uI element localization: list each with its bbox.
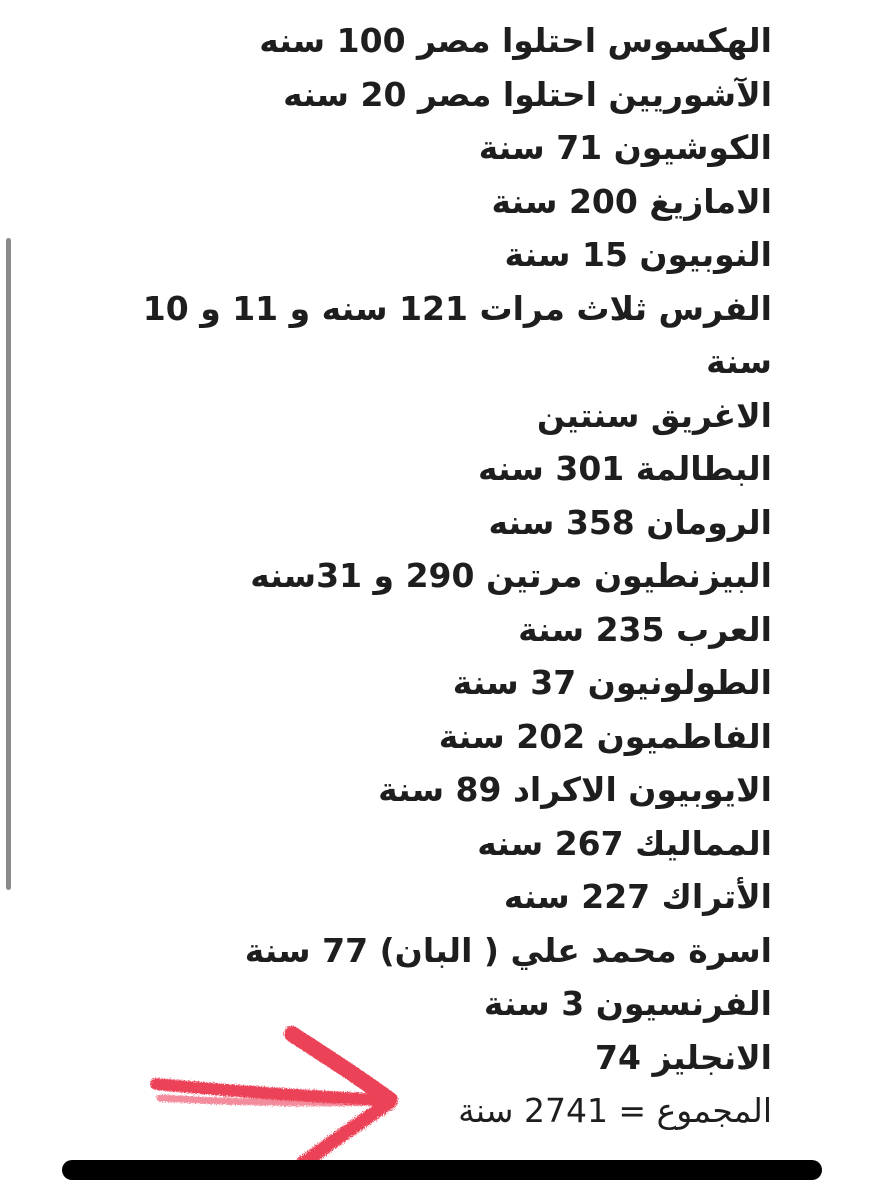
note-line: الأتراك 227 سنه — [503, 877, 772, 916]
total-line: المجموع = 2741 سنة — [458, 1091, 772, 1130]
home-indicator[interactable] — [62, 1160, 822, 1180]
note-line: اسرة محمد علي ( البان) 77 سنة — [244, 930, 772, 970]
note-line: الايوبيون الاكراد 89 سنة — [378, 770, 772, 809]
note-line: الطولونيون 37 سنة — [452, 663, 772, 702]
note-line: الفاطميون 202 سنة — [438, 716, 772, 756]
note-line: الفرنسيون 3 سنة — [483, 984, 772, 1023]
red-arrow-icon — [150, 1020, 410, 1170]
note-line: النوبيون 15 سنة — [504, 235, 772, 274]
note-line: الامازيغ 200 سنة — [491, 181, 772, 221]
note-text — [132, 14, 772, 1138]
note-line: الاغريق سنتين — [536, 395, 772, 435]
note-line: الفرس ثلاث مرات 121 سنه و 11 و 10 — [142, 288, 772, 328]
note-line: الانجليز 74 — [595, 1037, 772, 1077]
note-line: الآشوريين احتلوا مصر 20 سنه — [283, 74, 772, 114]
note-line: الرومان 358 سنه — [488, 502, 772, 542]
note-line: البطالمة 301 سنه — [477, 449, 772, 488]
note-line: سنة — [706, 342, 772, 381]
scrollbar[interactable] — [6, 238, 11, 890]
note-line: العرب 235 سنة — [518, 609, 772, 649]
note-line: المماليك 267 سنه — [477, 823, 772, 863]
note-line: البيزنطيون مرتين 290 و 31سنه — [250, 556, 772, 595]
note-line: الكوشيون 71 سنة — [478, 128, 772, 167]
note-line: الهكسوس احتلوا مصر 100 سنه — [259, 21, 772, 60]
